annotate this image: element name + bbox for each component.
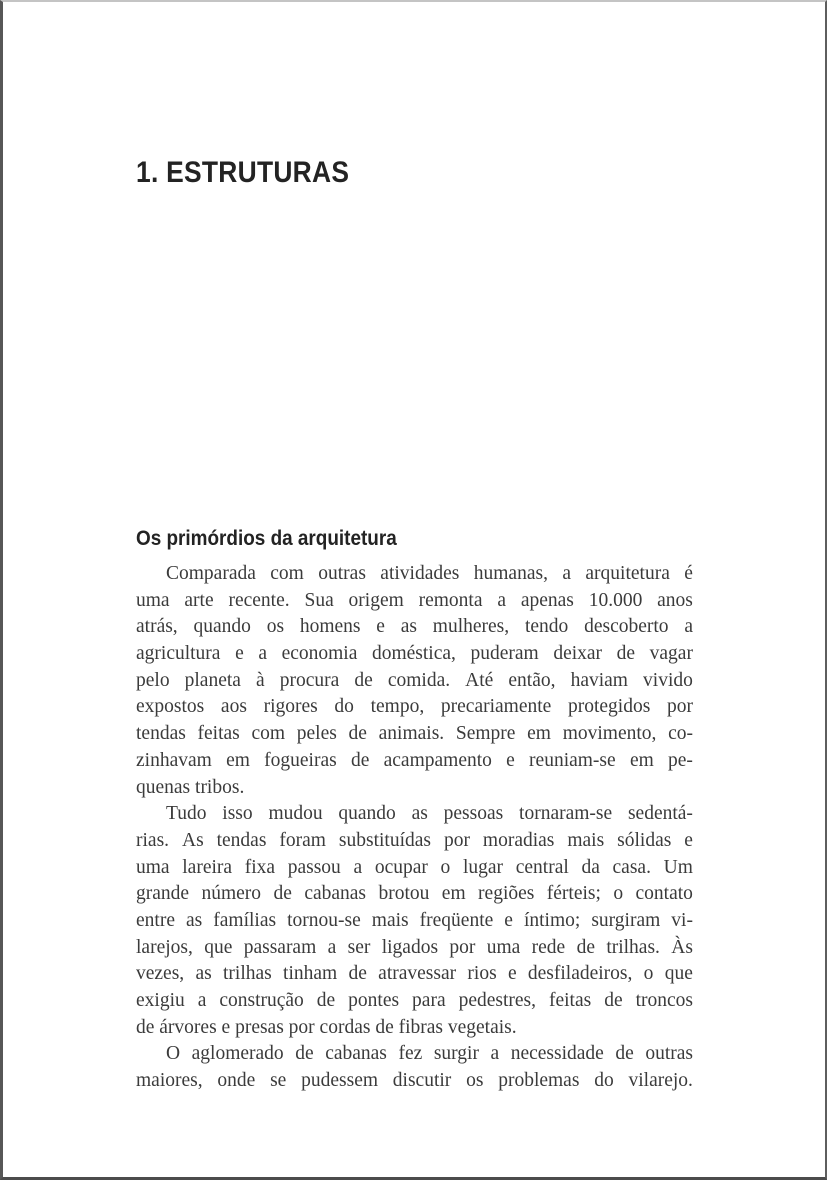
text-line: de árvores e presas por cordas de fibras vegetais. xyxy=(136,1016,517,1038)
text-line: maiores, onde se pudessem discutir os problemas do vilarejo. xyxy=(136,1070,693,1092)
text-line: agricultura e a economia doméstica, puderam deixar de vagar xyxy=(136,643,693,665)
text-line: vezes, as trilhas tinham de atravessar rios e desfiladeiros, o que xyxy=(136,963,693,985)
text-line: uma arte recente. Sua origem remonta a apenas 10.000 anos xyxy=(136,589,693,611)
chapter-title: 1. ESTRUTURAS xyxy=(136,156,350,190)
text-line: zinhavam em fogueiras de acampamento e reuniam-se em pe- xyxy=(136,749,693,771)
text-line: entre as famílias tornou-se mais freqüente e íntimo; surgiram vi- xyxy=(136,909,693,931)
paragraph xyxy=(136,1041,693,1094)
text-line: Tudo isso mudou quando as pessoas tornaram-se sedentá- xyxy=(166,803,693,825)
text-line: grande número de cabanas brotou em regiões férteis; o contato xyxy=(136,883,693,905)
body-text xyxy=(136,561,693,1095)
text-line: pelo planeta à procura de comida. Até então, haviam vivido xyxy=(136,669,693,691)
paragraph xyxy=(136,561,693,801)
text-line: tendas feitas com peles de animais. Sempre em movimento, co- xyxy=(136,723,693,745)
text-line: O aglomerado de cabanas fez surgir a necessidade de outras xyxy=(166,1043,693,1065)
text-line: quenas tribos. xyxy=(136,776,245,798)
section-heading: Os primórdios da arquitetura xyxy=(136,525,397,550)
text-line: larejos, que passaram a ser ligados por uma rede de trilhas. Às xyxy=(136,936,693,958)
text-line: expostos aos rigores do tempo, precariamente protegidos por xyxy=(136,696,693,718)
text-line: atrás, quando os homens e as mulheres, tendo descoberto a xyxy=(136,616,693,638)
text-line: exigiu a construção de pontes para pedestres, feitas de troncos xyxy=(136,990,693,1011)
paragraph xyxy=(136,801,693,1041)
text-line: uma lareira fixa passou a ocupar o lugar central da casa. Um xyxy=(136,856,693,878)
text-line: rias. As tendas foram substituídas por moradias mais sólidas e xyxy=(136,829,693,851)
text-line: Comparada com outras atividades humanas, a arquitetura é xyxy=(166,563,693,584)
